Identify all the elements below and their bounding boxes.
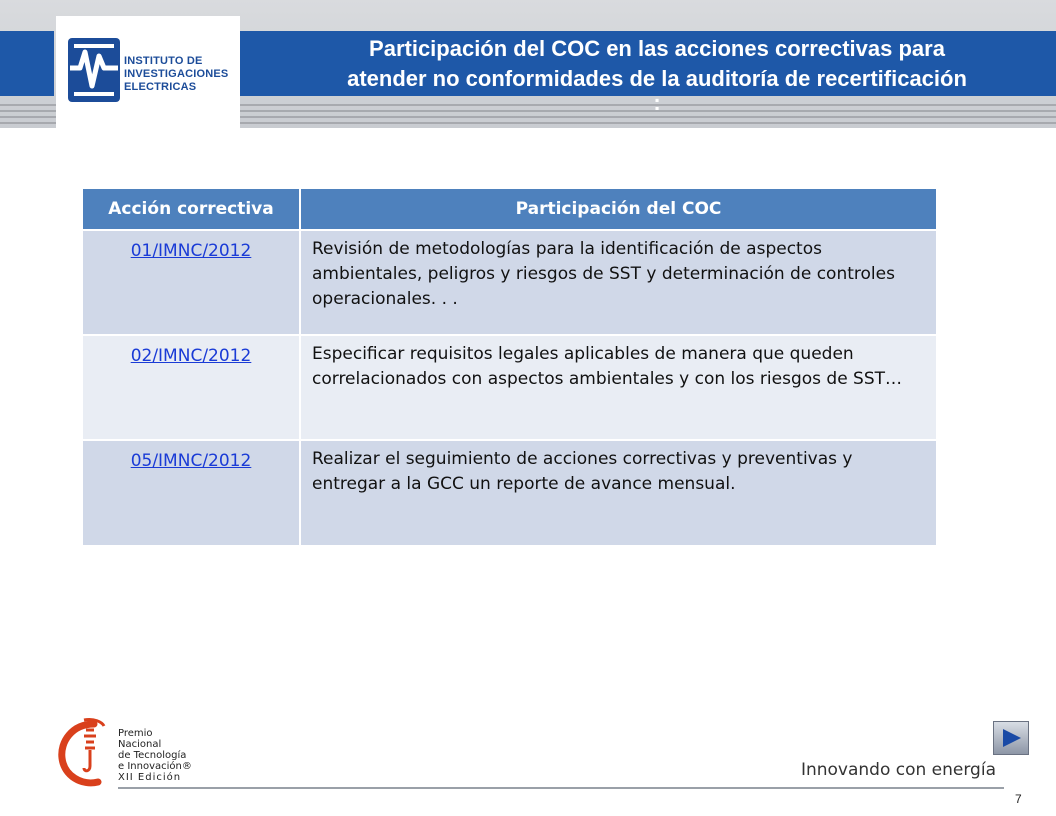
page-number: 7 [1015, 792, 1022, 806]
participation-cell: Realizar el seguimiento de acciones correctivas y preventivas y entregar a la GCC un reporte de avance mensual. [300, 440, 936, 545]
corrective-actions-table [83, 189, 936, 545]
table-header-row [83, 189, 936, 230]
page-title: Participación del COC en las acciones correctivas para atender no conformidades de la auditoría de recertificación : [347, 36, 967, 115]
action-code-link[interactable]: 05/IMNC/2012 [130, 451, 252, 471]
action-code-cell [83, 335, 300, 440]
table-row [83, 335, 936, 440]
iie-logo-text: INSTITUTO DE INVESTIGACIONES ELECTRICAS [124, 55, 229, 93]
premio-text: Premio Nacional de Tecnología e Innovación® XII Edición [118, 728, 192, 783]
iie-logo-icon [68, 38, 120, 102]
action-code-cell [83, 440, 300, 545]
footer-divider [118, 787, 1004, 789]
table-row [83, 230, 936, 335]
play-next-icon [1002, 728, 1022, 748]
participation-cell: Especificar requisitos legales aplicables de manera que queden correlacionados con aspectos ambientales y con los riesgos de SST… [300, 335, 936, 440]
header-blue-left [0, 31, 54, 96]
action-code-cell [83, 230, 300, 335]
action-code-link[interactable]: 01/IMNC/2012 [130, 241, 252, 261]
table-row [83, 440, 936, 545]
next-slide-button[interactable] [993, 721, 1029, 755]
action-code-link[interactable]: 02/IMNC/2012 [130, 346, 252, 366]
participation-cell: Revisión de metodologías para la identificación de aspectos ambientales, peligros y riesgos de SST y determinación de controles operacionales. . . [300, 230, 936, 335]
tagline: Innovando con energía [800, 760, 996, 780]
premio-logo-icon [54, 716, 116, 788]
column-header-accion: Acción correctiva [83, 189, 300, 230]
column-header-participacion: Participación del COC [300, 189, 936, 230]
